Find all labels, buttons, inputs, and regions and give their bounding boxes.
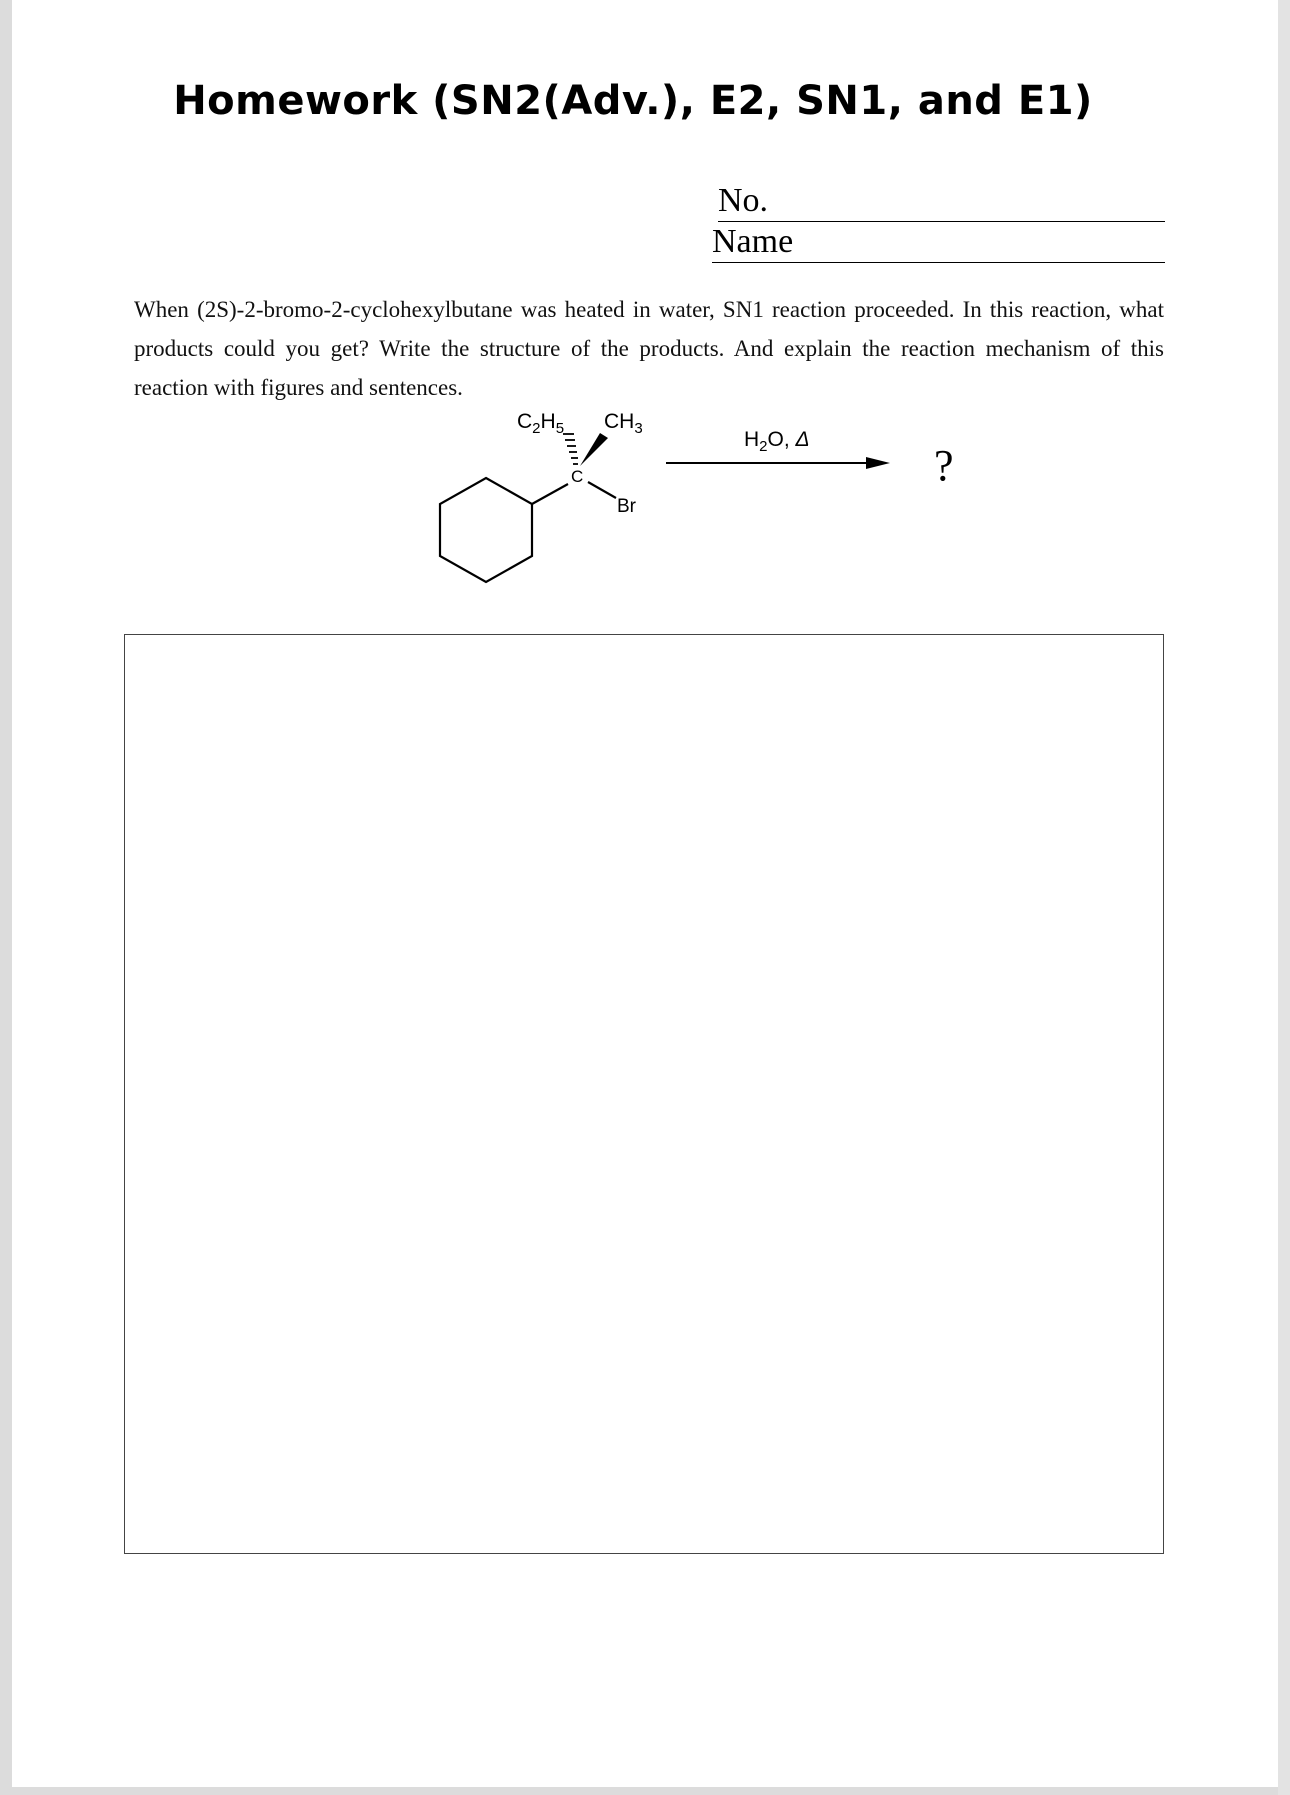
carbon-label: C (571, 467, 584, 486)
hashed-bond-ethyl (563, 434, 578, 464)
answer-box[interactable] (124, 634, 1164, 1554)
cyclohexane-ring (440, 478, 532, 582)
ethyl-label: $C_2H_5$ (517, 410, 565, 437)
page-title: Homework (SN2(Adv.), E2, SN1, and E1) (173, 78, 1093, 124)
ring-to-carbon-bond (532, 484, 568, 504)
reagent-label: $H_2O$, Δ (744, 428, 810, 455)
student-name-field[interactable]: Name (712, 223, 1165, 263)
methyl-label: $CH_3$ (604, 410, 643, 437)
question-text: When (2S)-2-bromo-2-cyclohexylbutane was heated in water, SN1 reaction proceeded. In this reaction, what products could you get? Write the structure of the products. And explain the reaction mechanism of this reaction with figures and sentences. (134, 297, 1164, 400)
product-unknown: ? (934, 441, 954, 490)
reaction-arrow-head (866, 457, 890, 469)
student-number-field[interactable]: No. (718, 182, 1165, 222)
carbon-bromine-bond (588, 482, 616, 498)
bromine-label: Br (617, 496, 636, 517)
reaction-scheme (0, 0, 1290, 640)
wedge-bond-methyl (580, 433, 608, 466)
